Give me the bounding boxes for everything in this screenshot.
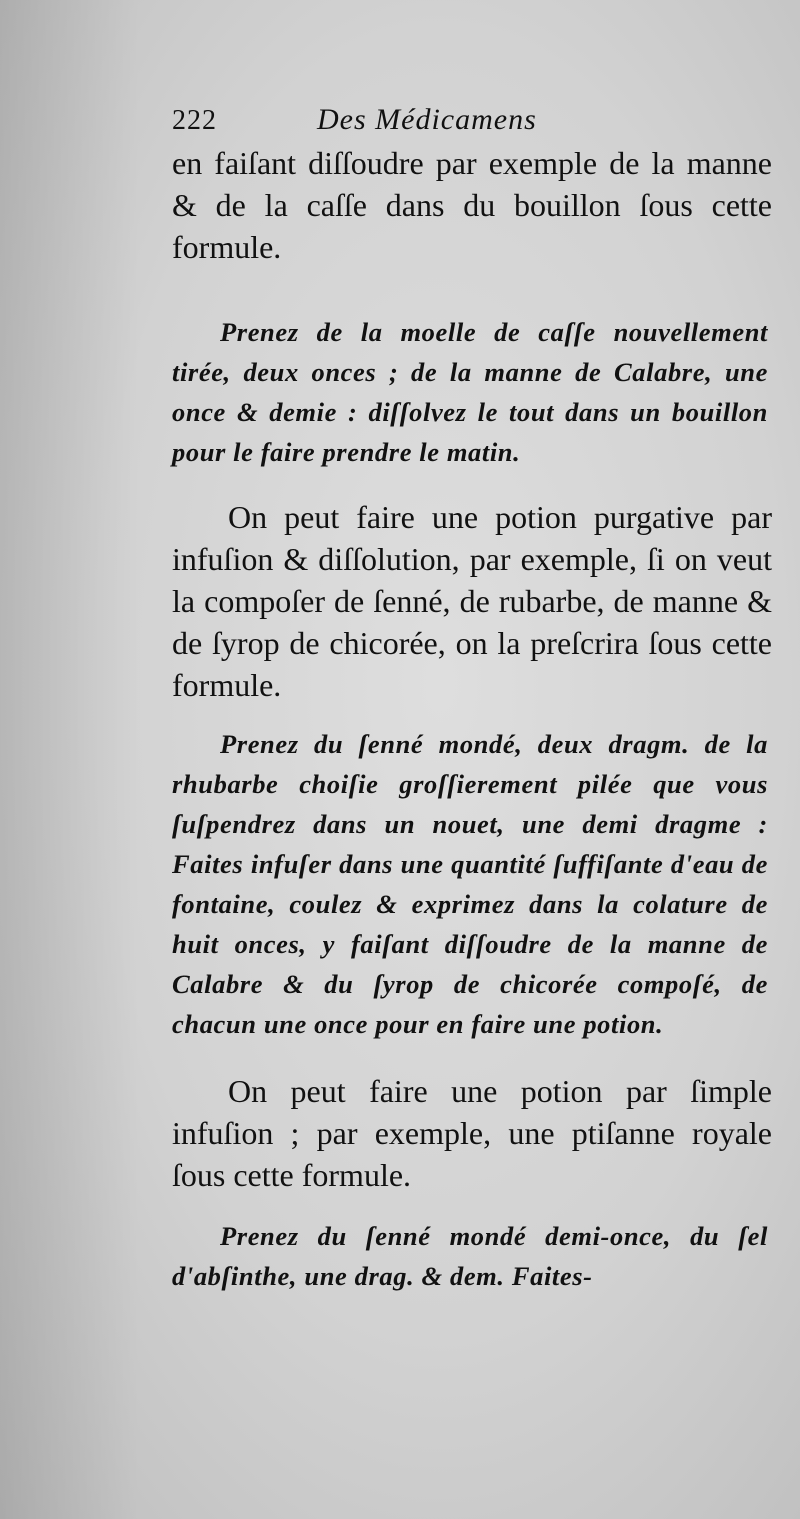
running-head: Des Médicamens bbox=[317, 103, 537, 136]
gutter-shadow bbox=[0, 0, 140, 1519]
page-header bbox=[172, 98, 772, 142]
recipe-senne-absinthe: Prenez du ſenné mondé demi-once, du ſel d'abſinthe, une drag. & dem. Faites- bbox=[172, 1221, 768, 1291]
recipe-casse-manne: Prenez de la moelle de caſſe nouvellement tirée, deux onces ; de la manne de Calabre, une once & demie : diſſolvez le tout dans un bouillon pour le faire prendre le matin. bbox=[172, 317, 768, 467]
page-number: 222 bbox=[172, 105, 217, 136]
text-block bbox=[172, 98, 772, 1296]
paragraph-potion-purgative: On peut faire une potion purgative par infuſion & diſſolution, par exemple, ſi on veut la compoſer de ſenné, de rubarbe, de manne & de ſyrop de chicorée, on la preſcrira ſous cette formule. bbox=[172, 499, 772, 703]
recipe-senne-rhubarbe: Prenez du ſenné mondé, deux dragm. de la rhubarbe choiſie groſſierement pilée que vous ſuſpendrez dans un nouet, une demi dragme : Faites infuſer dans une quantité ſuffiſante d'eau de fontaine, coulez & exprimez dans la colature de huit onces, y faiſant diſſoudre de la manne de Calabre & du ſyrop de chicorée compoſé, de chacun une once pour en faire une potion. bbox=[172, 729, 768, 1039]
paragraph-continuation: en faiſant diſſoudre par exemple de la manne & de la caſſe dans du bouillon ſous cette formule. bbox=[172, 145, 772, 265]
paragraph-ptisanne-royale: On peut faire une potion par ſimple infuſion ; par exemple, une ptiſanne royale ſous cette formule. bbox=[172, 1073, 772, 1193]
